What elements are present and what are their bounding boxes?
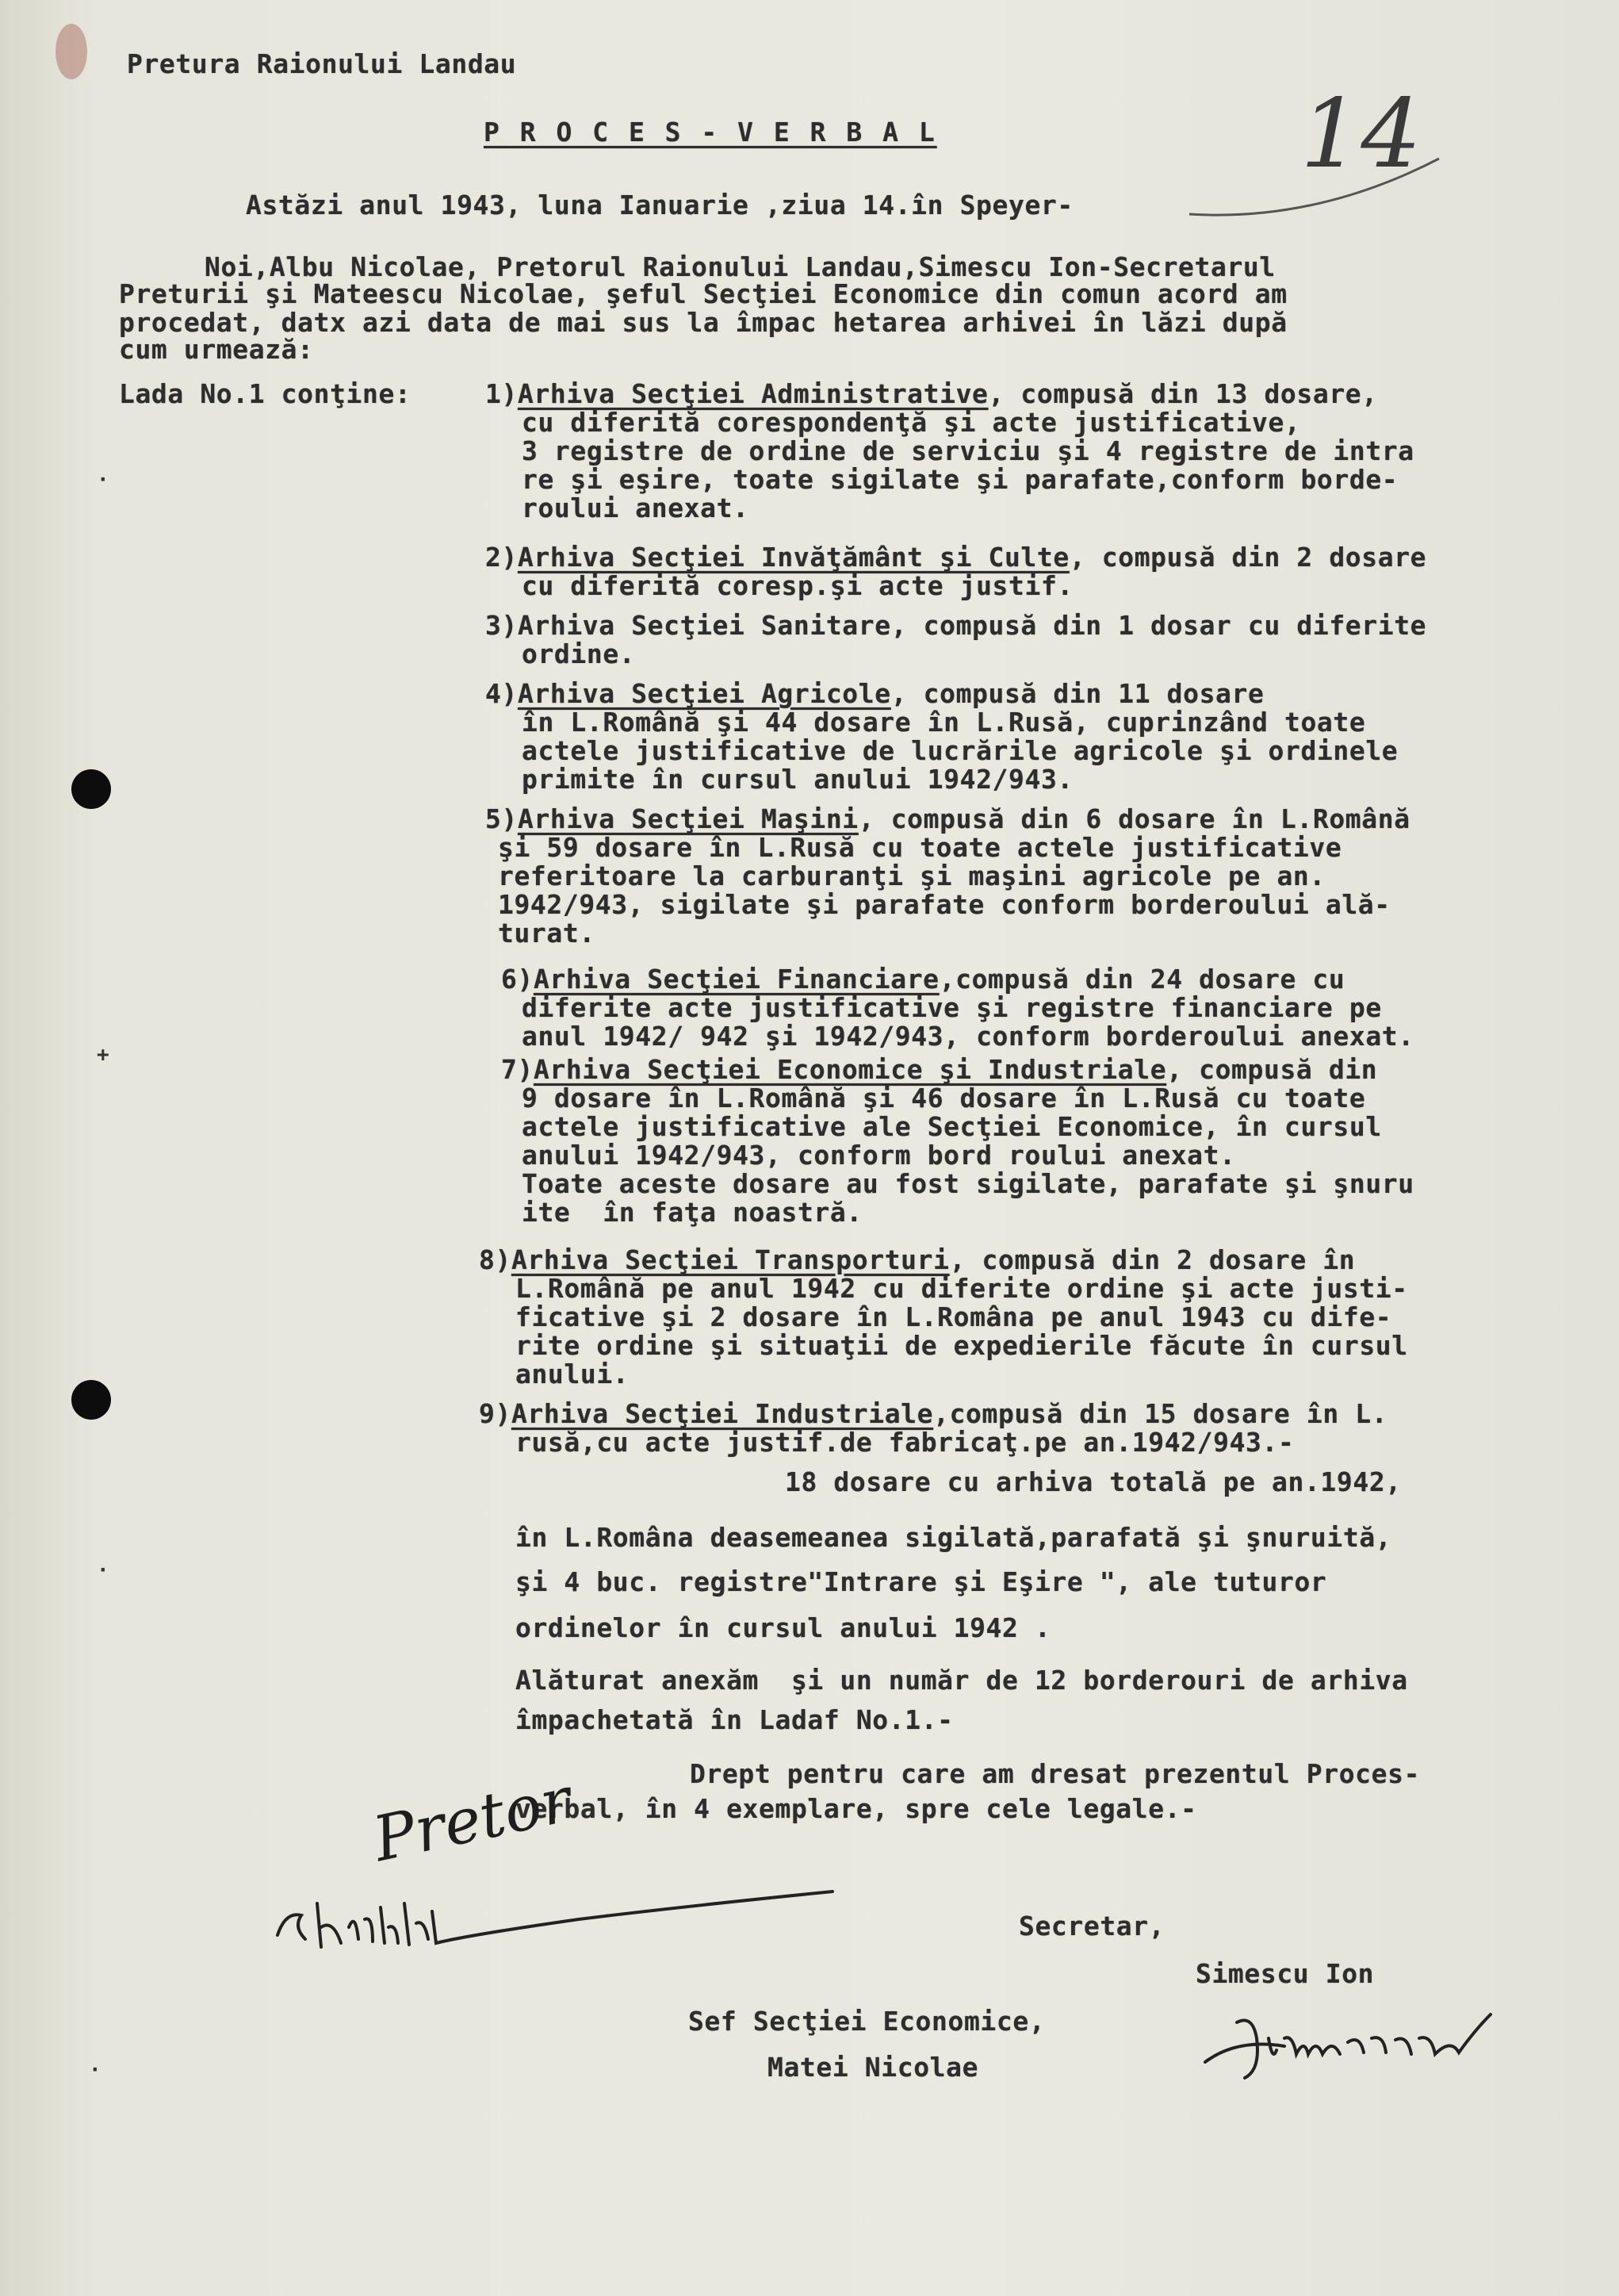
item-7-cont-5: ite în faţa noastră. [522,1197,863,1228]
closing-line-7: Drept pentru care am dresat prezentul Proces- [690,1758,1421,1789]
pretor-handwritten: Pretor [367,1764,578,1876]
page-number-arc [1189,151,1443,222]
item-9-cont-1: rusă,cu acte justif.de fabricaţ.pe an.1942/943.- [515,1427,1295,1458]
item-1-cont-4: roului anexat. [522,493,749,523]
closing-line-5: Alăturat anexăm şi un număr de 12 borderouri de arhiva [515,1665,1408,1696]
closing-line-2: în L.Româna deasemeanea sigilată,parafată şi şnuruită, [515,1522,1392,1553]
item-8-line: 8)Arhiva Secţiei Transporturi, compusă din 2 dosare în [479,1244,1356,1275]
secretar-signature [1189,1991,1586,2094]
document-title: P R O C E S - V E R B A L [484,117,937,148]
item-3-line: 3)Arhiva Secţiei Sanitare, compusă din 1 dosar cu diferite [485,610,1427,641]
item-4-cont-1: în L.Română şi 44 dosare în L.Rusă, cuprinzând toate [522,707,1366,738]
item-9-line: 9)Arhiva Secţiei Industriale,compusă din 15 dosare în L. [479,1398,1388,1429]
intro-line-2: Noi,Albu Nicolae, Pretorul Raionului Landau,Simescu Ion-Secretarul [205,251,1276,282]
item-5-cont-1: şi 59 dosare în L.Rusă cu toate actele justificative [498,832,1342,863]
intro-line-1: Astăzi anul 1943, luna Ianuarie ,ziua 14.în Speyer- [246,190,1074,220]
sef-name: Matei Nicolae [767,2052,979,2083]
item-2-cont-1: cu diferită coresp.şi acte justif. [522,570,1074,601]
item-6-cont-1: diferite acte justificative şi registre financiare pe [522,992,1382,1023]
item-1-cont-2: 3 registre de ordine de serviciu şi 4 registre de intra [522,435,1414,466]
item-7-cont-4: Toate aceste dosare au fost sigilate, parafate şi şnuru [522,1168,1414,1199]
closing-line-3: şi 4 buc. registre"Intrare şi Eşire ", ale tuturor [515,1566,1327,1597]
item-7-cont-3: anului 1942/943, conform bord roului anexat. [522,1140,1236,1171]
secretar-title: Secretar, [1019,1911,1165,1941]
punch-hole-bottom [71,1380,111,1420]
item-1-cont-1: cu diferită corespondenţă şi acte justificative, [522,407,1301,438]
item-5-cont-3: 1942/943, sigilate şi parafate conform borderoului ală- [498,889,1391,920]
closing-line-6: împachetată în Ladaf No.1.- [515,1704,954,1735]
item-4-line: 4)Arhiva Secţiei Agricole, compusă din 11 dosare [485,678,1265,709]
closing-line-8: verbal, în 4 exemplare, spre cele legale.- [515,1793,1197,1824]
item-2-line: 2)Arhiva Secţiei Invăţământ şi Culte, compusă din 2 dosare [485,542,1427,573]
item-7-line: 7)Arhiva Secţiei Economice şi Industriale, compusă din [501,1054,1378,1085]
item-5-cont-4: turat. [498,918,595,949]
office-header: Pretura Raionului Landau [127,48,517,79]
intro-line-5: cum urmează: [119,334,314,365]
sef-title: Sef Secţiei Economice, [688,2006,1046,2037]
item-6-cont-2: anul 1942/ 942 şi 1942/943, conform borderoului anexat. [522,1021,1414,1052]
item-1-cont-3: re şi eşire, toate sigilate şi parafate,conform borde- [522,464,1399,495]
closing-line-4: ordinelor în cursul anului 1942 . [515,1612,1051,1643]
secretar-name: Simescu Ion [1196,1958,1375,1989]
item-5-line: 5)Arhiva Secţiei Maşini, compusă din 6 dosare în L.Română [485,803,1410,834]
punch-hole-top [71,769,111,809]
intro-line-3: Preturii şi Mateescu Nicolae, şeful Secţiei Economice din comun acord am [119,278,1288,309]
margin-mark: · [97,1558,109,1582]
item-7-cont-2: actele justificative ale Secţiei Economice, în cursul [522,1111,1382,1142]
closing-line-1: 18 dosare cu arhiva totală pe an.1942, [785,1466,1402,1497]
item-8-cont-4: anului. [515,1359,630,1389]
item-6-line: 6)Arhiva Secţiei Financiare,compusă din 24 dosare cu [501,964,1345,995]
intro-line-4: procedat, datx azi data de mai sus la împac hetarea arhivei în lăzi după [119,307,1288,338]
pretor-signature [262,1880,880,1975]
item-5-cont-2: referitoare la carburanţi şi maşini agricole pe an. [498,861,1326,891]
item-3-cont-1: ordine. [522,638,636,669]
lada-label: Lada No.1 conţine: [119,378,411,409]
margin-mark: · [89,2058,101,2082]
margin-mark: + [97,1043,109,1067]
item-1-line: 1)Arhiva Secţiei Administrative, compusă din 13 dosare, [485,378,1378,409]
item-8-cont-3: rite ordine şi situaţii de expedierile făcute în cursul [515,1330,1408,1361]
paper-stain [55,24,87,79]
item-8-cont-2: ficative şi 2 dosare în L.Româna pe anul 1943 cu dife- [515,1301,1392,1332]
item-7-cont-1: 9 dosare în L.Română şi 46 dosare în L.Rusă cu toate [522,1083,1366,1114]
item-4-cont-2: actele justificative de lucrările agricole şi ordinele [522,735,1399,766]
margin-mark: · [97,468,109,492]
handwritten-page-number: 14 [1300,79,1422,190]
item-4-cont-3: primite în cursul anului 1942/943. [522,764,1074,795]
item-8-cont-1: L.Română pe anul 1942 cu diferite ordine şi acte justi- [515,1273,1408,1304]
